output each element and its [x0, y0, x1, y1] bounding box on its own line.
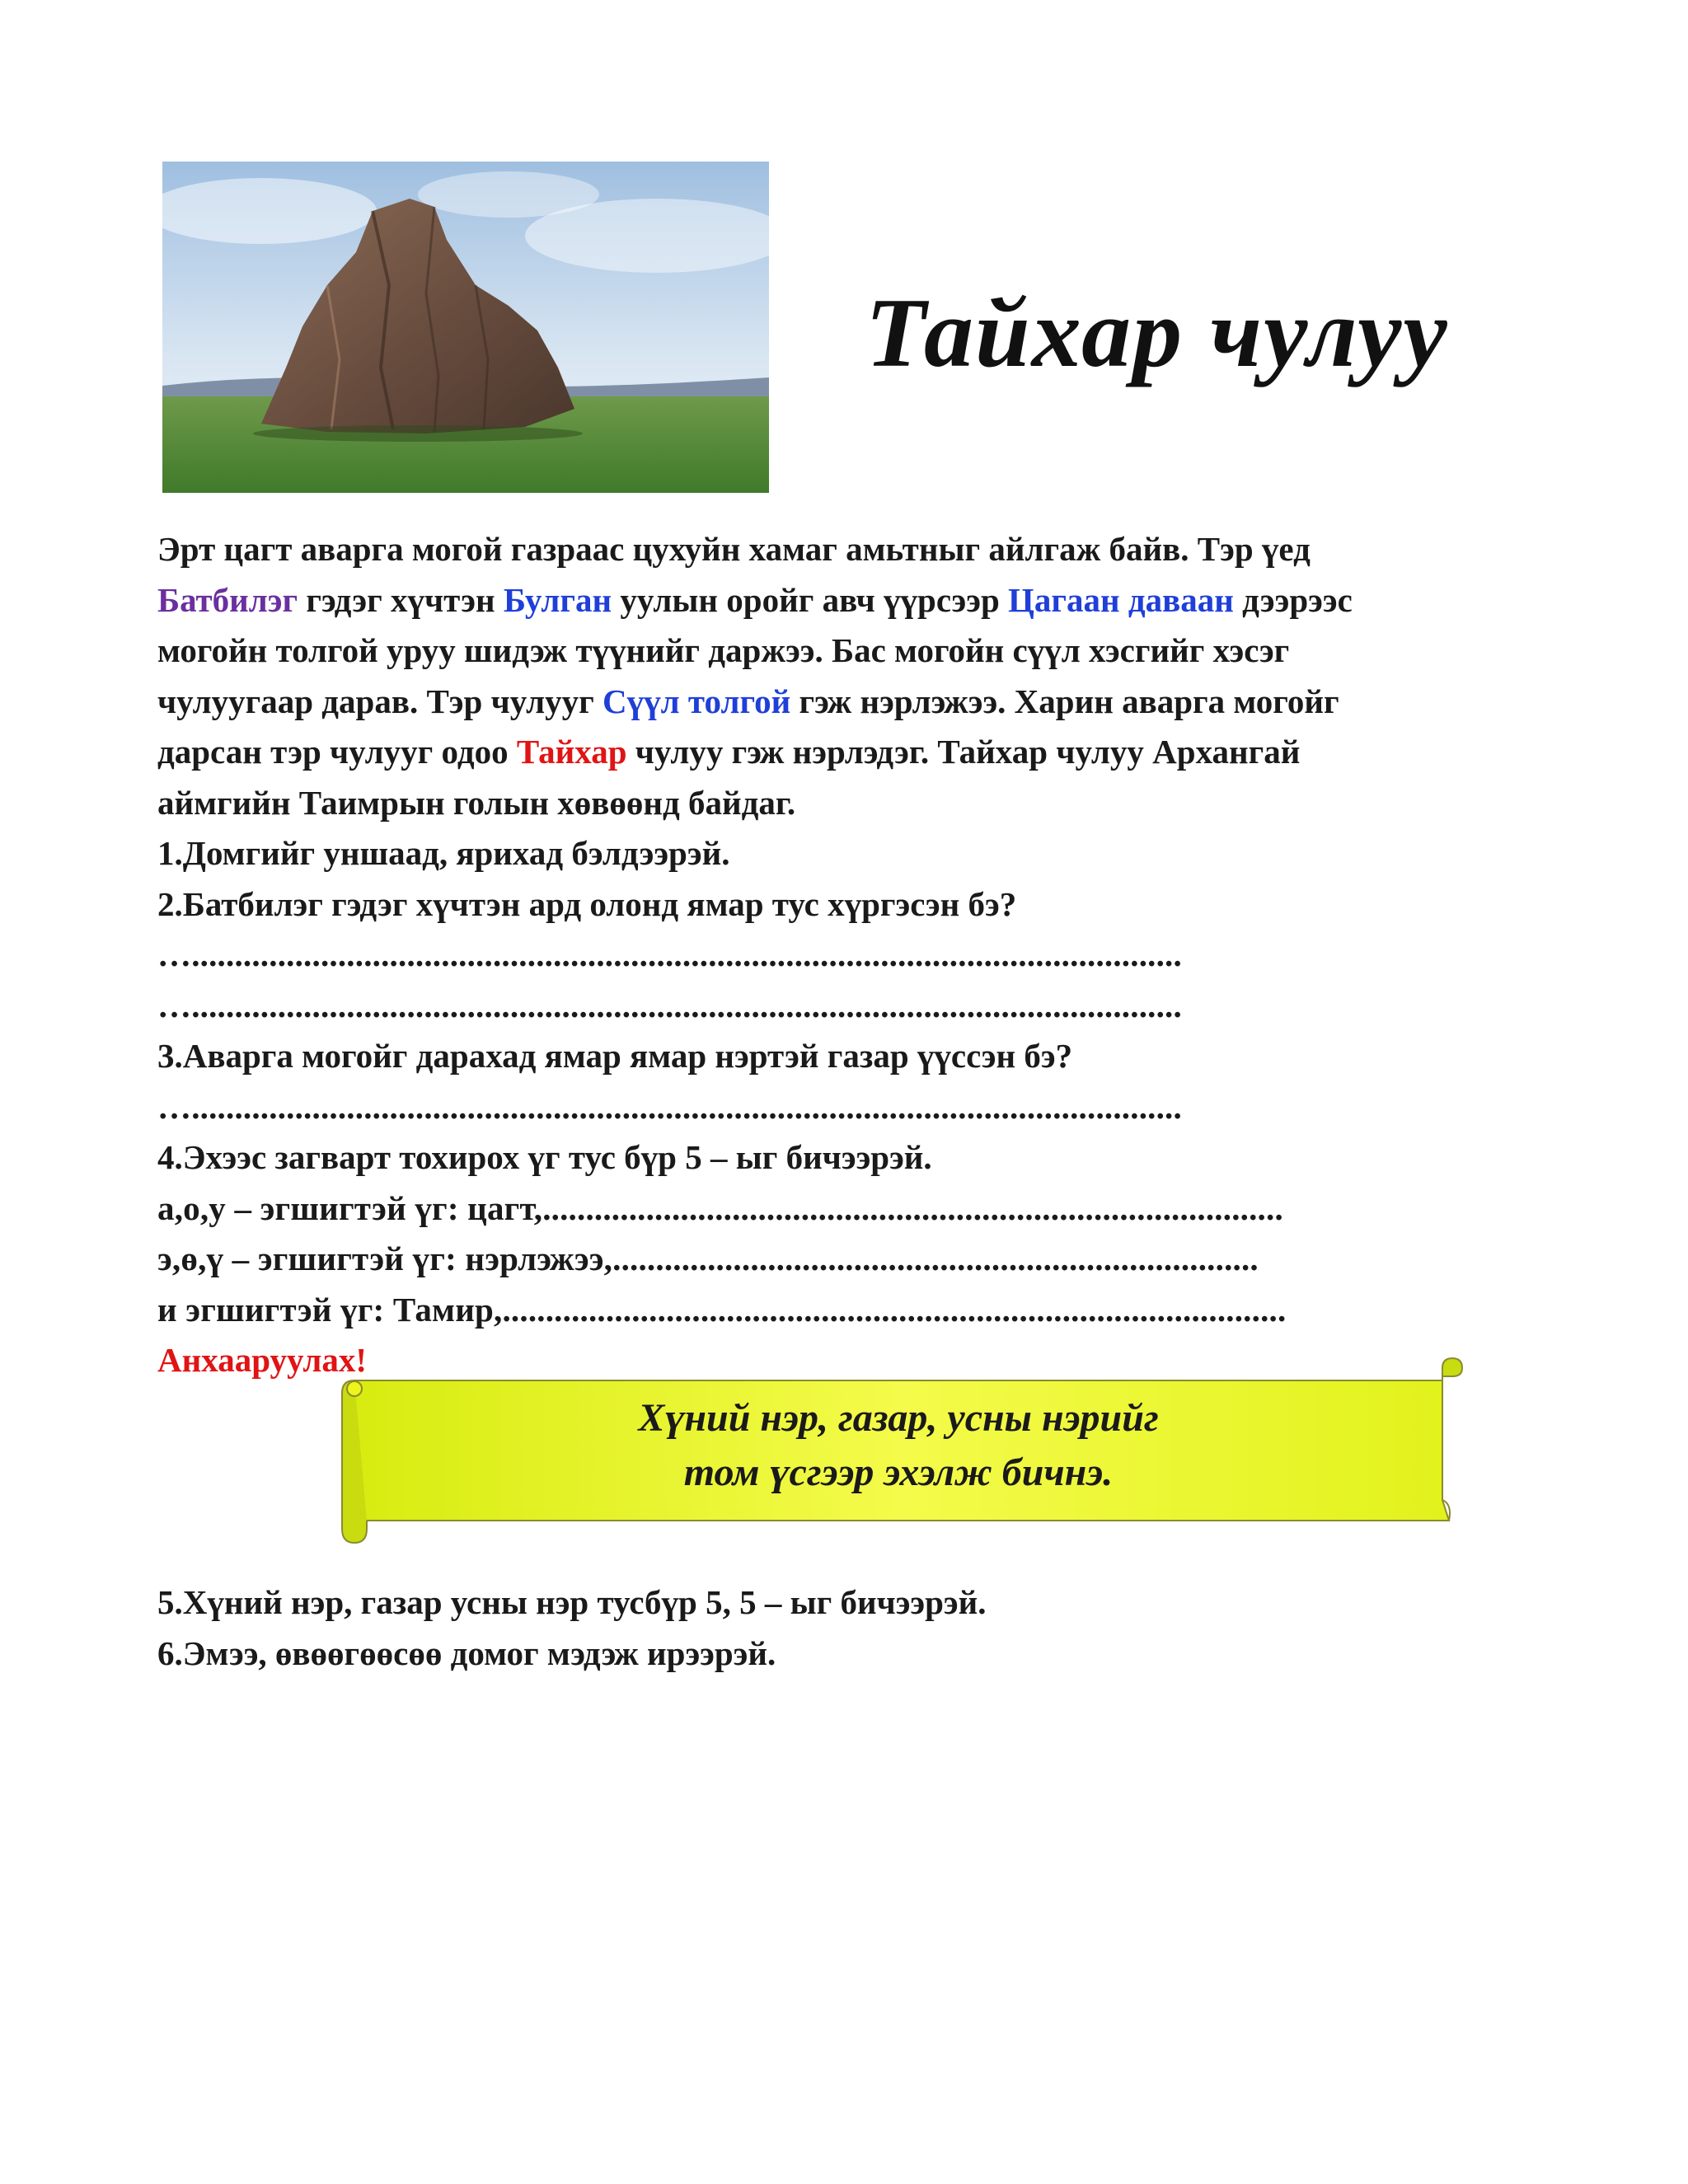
story-and-tasks — [157, 524, 1542, 1386]
task-2: 2.Батбилэг гэдэг хүчтэн ард олонд ямар тус хүргэсэн бэ? — [157, 884, 1017, 923]
name-bulgan: Булган — [503, 580, 612, 619]
task-6: 6.Эмээ, өвөөгөөсөө домог мэдэж ирээрэй. — [157, 1633, 776, 1672]
name-tsagaan-davaan: Цагаан даваан — [1008, 580, 1234, 619]
story-line-3: могойн толгой уруу шидэж түүнийг даржээ. Бас могойн сүүл хэсгийг хэсэг — [157, 631, 1290, 669]
name-taikhar: Тайхар — [516, 733, 627, 771]
name-batbileg: Батбилэг — [157, 580, 298, 619]
task-4: 4.Эхээс загварт тохирох үг тус бүр 5 – ыг бичээрэй. — [157, 1138, 932, 1176]
vowel-a-o-u-line[interactable]: а,о,у – эгшигтэй үг: цагт,...................................................................................... — [157, 1188, 1283, 1227]
story-line-6: аймгийн Таимрын голын хөвөөнд байдаг. — [157, 783, 796, 822]
story-line-1: Эрт цагт аварга могой газраас цухуйн хамаг амьтныг айлгаж байв. Тэр үед — [157, 530, 1311, 568]
attention-label: Анхааруулах! — [157, 1341, 368, 1379]
story-line-2: Батбилэг гэдэг хүчтэн Булган уулын оройг авч үүрсээр Цагаан даваан дээрээс — [157, 580, 1353, 619]
story-line-5: дарсан тэр чулууг одоо Тайхар чулуу гэж нэрлэдэг. Тайхар чулуу Архангай — [157, 733, 1301, 771]
taikhar-rock-photo — [162, 162, 769, 493]
answer-line-3[interactable]: …................................................................................................................... — [157, 1087, 1182, 1126]
extra-tasks — [157, 1577, 1542, 1679]
answer-line-1[interactable]: …................................................................................................................... — [157, 935, 1182, 973]
task-5: 5.Хүний нэр, газар усны нэр тусбүр 5, 5 – ыг бичээрэй. — [157, 1583, 987, 1621]
scroll-line-2: том үсгээр эхэлж бичнэ. — [683, 1451, 1114, 1494]
name-suul-tolgoi: Сүүл толгой — [603, 682, 791, 720]
story-line-4: чулуугаар дарав. Тэр чулууг Сүүл толгой гэж нэрлэжээ. Харин аварга могойг — [157, 682, 1339, 720]
scroll-banner-text — [330, 1391, 1467, 1500]
task-3: 3.Аварга могойг дарахад ямар ямар нэртэй газар үүссэн бэ? — [157, 1037, 1073, 1075]
vowel-e-o-u-line[interactable]: э,ө,ү – эгшигтэй үг: нэрлэжээ,........................................................................... — [157, 1240, 1259, 1277]
task-1: 1.Домгийг уншаад, ярихад бэлдээрэй. — [157, 834, 730, 872]
answer-line-2[interactable]: …................................................................................................................... — [157, 986, 1182, 1024]
page-title: Тайхар чулуу — [865, 278, 1449, 387]
vowel-i-line[interactable]: и эгшигтэй үг: Тамир,........................................................................................... — [157, 1290, 1287, 1329]
scroll-line-1: Хүний нэр, газар, усны нэрийг — [638, 1396, 1159, 1440]
